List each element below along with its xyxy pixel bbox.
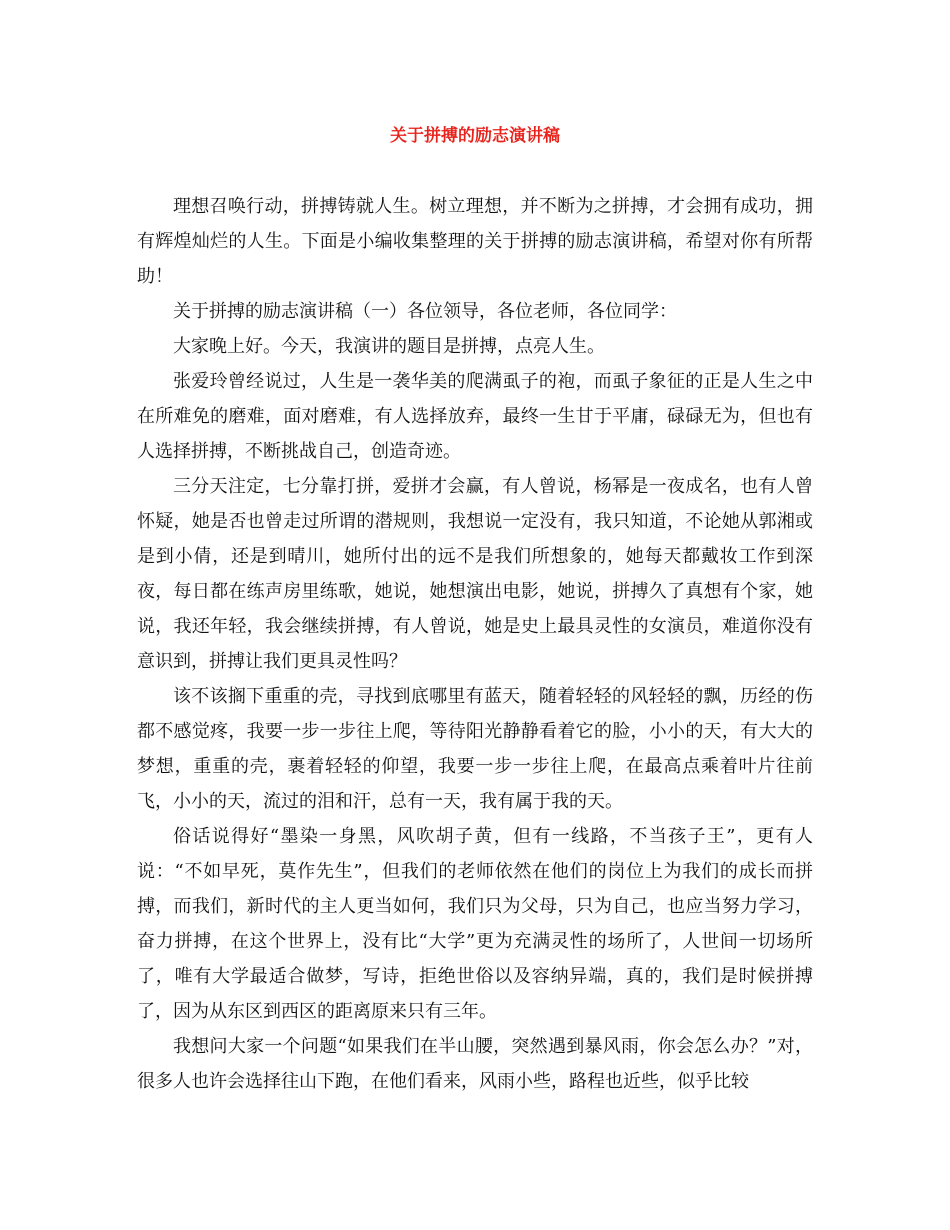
paragraph-body: 三分天注定，七分靠打拼，爱拼才会赢，有人曾说，杨幂是一夜成名，也有人曾怀疑，她是否也曾走过所谓的潜规则，我想说一定没有，我只知道，不论她从郭湘或是到小倩，还是到晴川，她所付出的远不是我们所想象的，她每天都戴妆工作到深夜，每日都在练声房里练歌，她说，她想演出电影，她说，拼搏久了真想有个家，她说，我还年轻，我会继续拼搏，有人曾说，她是史上最具灵性的女演员，难道你没有意识到，拼搏让我们更具灵性吗？	[137, 476, 813, 672]
paragraph-greeting: 大家晚上好。今天，我演讲的题目是拼搏，点亮人生。	[173, 336, 605, 357]
document-body	[137, 189, 813, 1099]
paragraph-body: 该不该搁下重重的壳，寻找到底哪里有蓝天，随着轻轻的风轻轻的飘，历经的伤都不感觉疼，我要一步一步往上爬，等待阳光静静看着它的脸，小小的天，有大大的梦想，重重的壳，裹着轻轻的仰望，我要一步一步往上爬，在最高点乘着叶片往前飞，小小的天，流过的泪和汗，总有一天，我有属于我的天。	[137, 686, 813, 812]
paragraph-speech-heading: 关于拼搏的励志演讲稿（一）各位领导，各位老师，各位同学：	[173, 301, 677, 322]
document-title: 关于拼搏的励志演讲稿	[390, 126, 560, 146]
paragraph-intro: 理想召唤行动，拼搏铸就人生。树立理想，并不断为之拼搏，才会拥有成功，拥有辉煌灿烂的人生。下面是小编收集整理的关于拼搏的励志演讲稿，希望对你有所帮助！	[137, 196, 813, 287]
paragraph-body: 张爱玲曾经说过，人生是一袭华美的爬满虱子的袍，而虱子象征的正是人生之中在所难免的磨难，面对磨难，有人选择放弃，最终一生甘于平庸，碌碌无为，但也有人选择拼搏，不断挑战自己，创造奇迹。	[137, 371, 813, 462]
paragraph-body: 我想问大家一个问题“如果我们在半山腰，突然遇到暴风雨，你会怎么办？”对，很多人也许会选择往山下跑，在他们看来，风雨小些，路程也近些，似乎比较	[137, 1036, 813, 1092]
paragraph-body: 俗话说得好“墨染一身黑，风吹胡子黄，但有一线路，不当孩子王”，更有人说：“不如早死，莫作先生”，但我们的老师依然在他们的岗位上为我们的成长而拼搏，而我们，新时代的主人更当如何，我们只为父母，只为自己，也应当努力学习，奋力拼搏，在这个世界上，没有比“大学”更为充满灵性的场所了，人世间一切场所了，唯有大学最适合做梦，写诗，拒绝世俗以及容纳异端，真的，我们是时候拼搏了，因为从东区到西区的距离原来只有三年。	[137, 826, 813, 1022]
